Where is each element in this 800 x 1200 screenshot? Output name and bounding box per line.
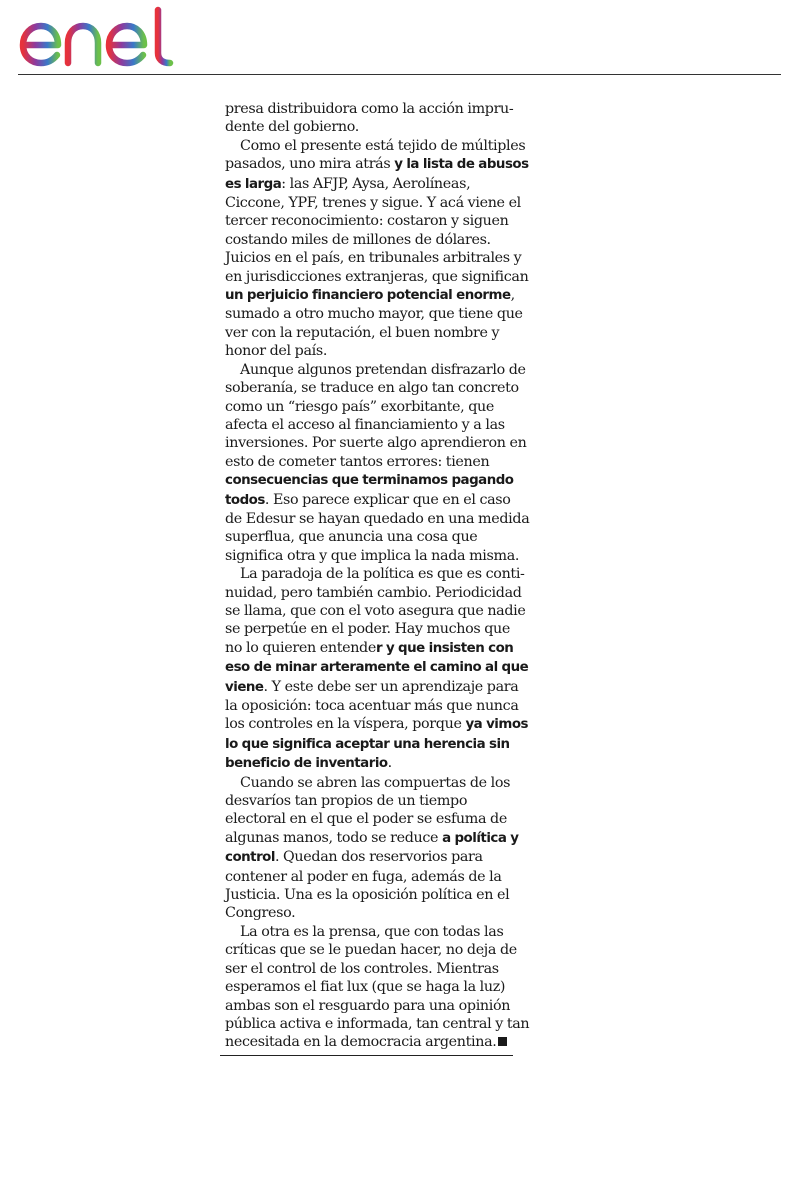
text-run: Cuando se abren las compuertas de los desvaríos tan propios de un tiempo electoral en el que el poder se esfuma de algunas manos, todo se reduce	[225, 774, 511, 846]
text-run: .	[387, 755, 392, 772]
text-run: , sumado a otro mucho mayor, que tiene que ver con la reputación, el buen nombre y honor del país.	[225, 287, 523, 360]
bold-phrase: y la lista de abusos es larga	[225, 157, 529, 192]
bold-phrase: a política y control	[225, 830, 519, 866]
article-paragraph	[225, 137, 531, 361]
text-run: : las AFJP, Aysa, Aerolíneas, Ciccone, YPF, trenes y sigue. Y acá viene el tercer reconocimiento: costaron y siguen costando miles de millones de dólares. Juicios en el país, en tribunales arbitrales y en jurisdicciones extranjeras, que significan	[225, 175, 529, 285]
text-run: Aunque algunos pretendan disfrazarlo de soberanía, se traduce en algo tan concreto como un “riesgo país” exorbitante, que afecta el acceso al financiamiento y a las inversiones. Por suerte algo aprendieron en esto de cometer tantos errores: tienen	[225, 361, 527, 470]
article-paragraph	[225, 100, 531, 137]
text-run: presa distribuidora como la acción imprudente del gobierno.	[225, 101, 514, 136]
article-body	[225, 100, 531, 1052]
end-of-article-mark	[498, 1037, 507, 1046]
article-paragraph	[225, 923, 531, 1052]
bold-phrase: un perjuicio financiero potencial enorme	[225, 288, 511, 304]
article-paragraph	[225, 361, 531, 565]
article-paragraph	[225, 565, 531, 773]
text-run: La otra es la prensa, que con todas las críticas que se le puedan hacer, no deja de ser el control de los controles. Mientras esperamos el fiat lux (que se haga la luz) ambas son el resguardo para una opinión pública activa e informada, tan central y tan necesitada en la democracia argentina.	[225, 923, 530, 1051]
enel-logo	[18, 6, 180, 68]
text-run: . Quedan dos reservorios para contener al poder en fuga, además de la Justicia. Una es la oposición política en el Congreso.	[225, 849, 510, 922]
bold-phrase: r y que insisten con eso de minar arteramente el camino al que viene	[225, 640, 529, 695]
header-rule	[18, 74, 781, 75]
text-run: La paradoja de la política es que es continuidad, pero también cambio. Periodicidad se llama, que con el voto asegura que nadie se perpetúe en el poder. Hay muchos que no lo quieren entende	[225, 566, 526, 656]
article-paragraph	[225, 774, 531, 923]
text-run: Como el presente está tejido de múltiples pasados, uno mira atrás	[225, 137, 526, 173]
text-run: . Eso parece explicar que en el caso de Edesur se hayan quedado en una medida superflua, que anuncia una cosa que significa otra y que implica la nada misma.	[225, 491, 530, 564]
footer-rule	[220, 1055, 513, 1056]
text-run: . Y este debe ser un aprendizaje para la oposición: toca acentuar más que nunca los controles en la víspera, porque	[225, 678, 519, 733]
bold-phrase: consecuencias que terminamos pagando todos	[225, 473, 514, 508]
bold-phrase: ya vimos lo que significa aceptar una herencia sin beneficio de inventario	[225, 717, 529, 772]
